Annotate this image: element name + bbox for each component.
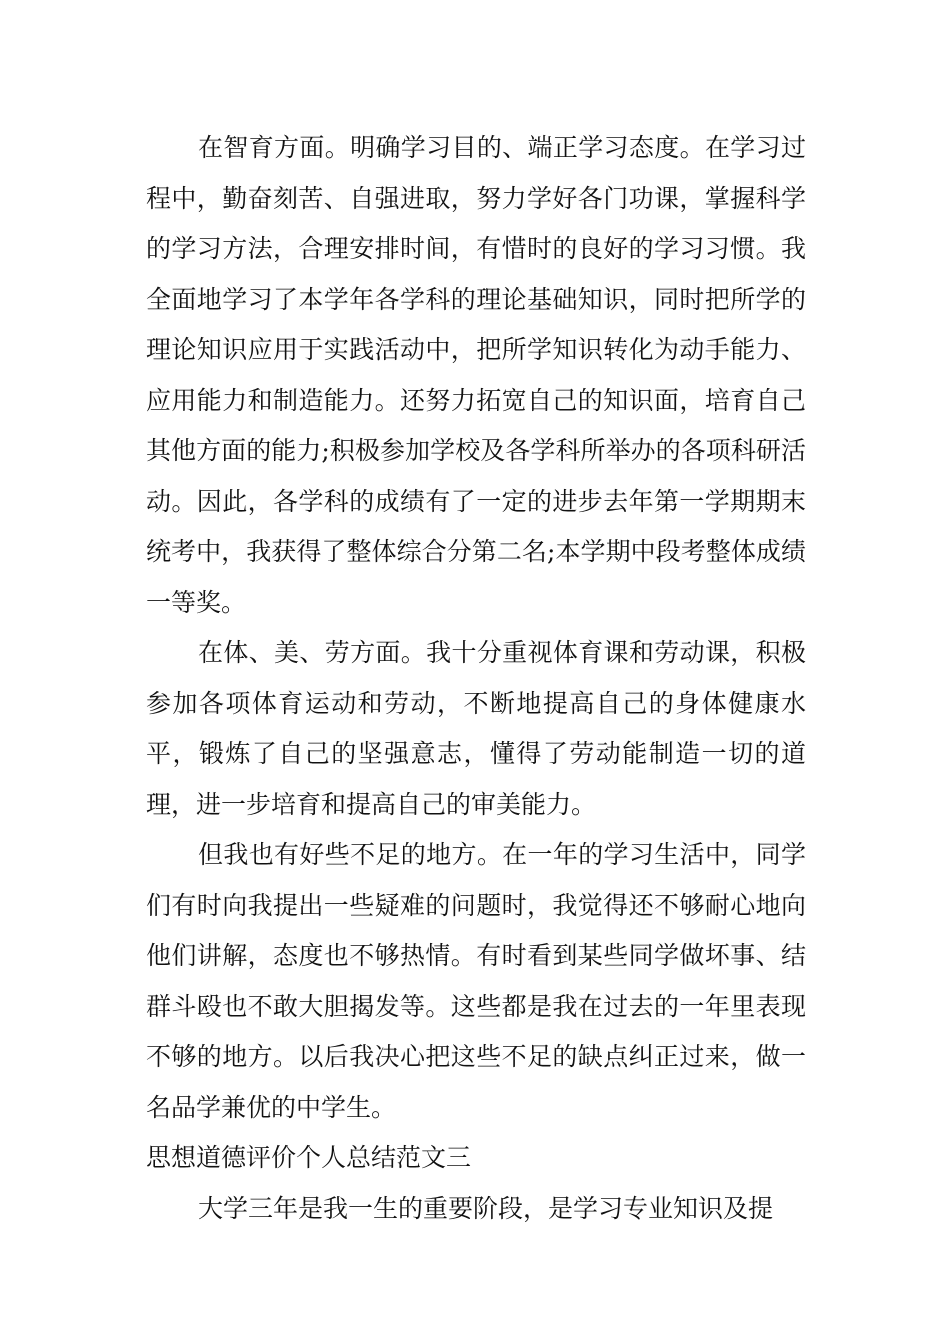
paragraph-closing: 大学三年是我一生的重要阶段，是学习专业知识及提 — [198, 1193, 774, 1223]
paragraph-shortcomings: 但我也有好些不足的地方。在一年的学习生活中，同学们有时向我提出一些疑难的问题时，我觉得还不够耐心地向他们讲解，态度也不够热情。有时看到某些同学做坏事、结群斗殴也不敢大胆揭发等。这些都是我在过去的一年里表现不够的地方。以后我决心把这些不足的缺点纠正过来，做一名品学兼优的中学生。 — [146, 840, 806, 1122]
paragraph-physical-arts-labor: 在体、美、劳方面。我十分重视体育课和劳动课，积极参加各项体育运动和劳动，不断地提高自己的身体健康水平，锻炼了自己的坚强意志，懂得了劳动能制造一切的道理，进一步培育和提高自己的审美能力。 — [146, 638, 806, 819]
paragraph-intellectual: 在智育方面。明确学习目的、端正学习态度。在学习过程中，勤奋刻苦、自强进取，努力学好各门功课，掌握科学的学习方法，合理安排时间，有惜时的良好的学习习惯。我全面地学习了本学年各学科的理论基础知识，同时把所学的理论知识应用于实践活动中，把所学知识转化为动手能力、应用能力和制造能力。还努力拓宽自己的知识面，培育自己其他方面的能力;积极参加学校及各学科所举办的各项科研活动。因此，各学科的成绩有了一定的进步去年第一学期期末统考中，我获得了整体综合分第二名;本学期中段考整体成绩一等奖。 — [146, 133, 806, 617]
document-body — [146, 123, 806, 1234]
section-heading: 思想道德评价个人总结范文三 — [146, 1143, 472, 1172]
